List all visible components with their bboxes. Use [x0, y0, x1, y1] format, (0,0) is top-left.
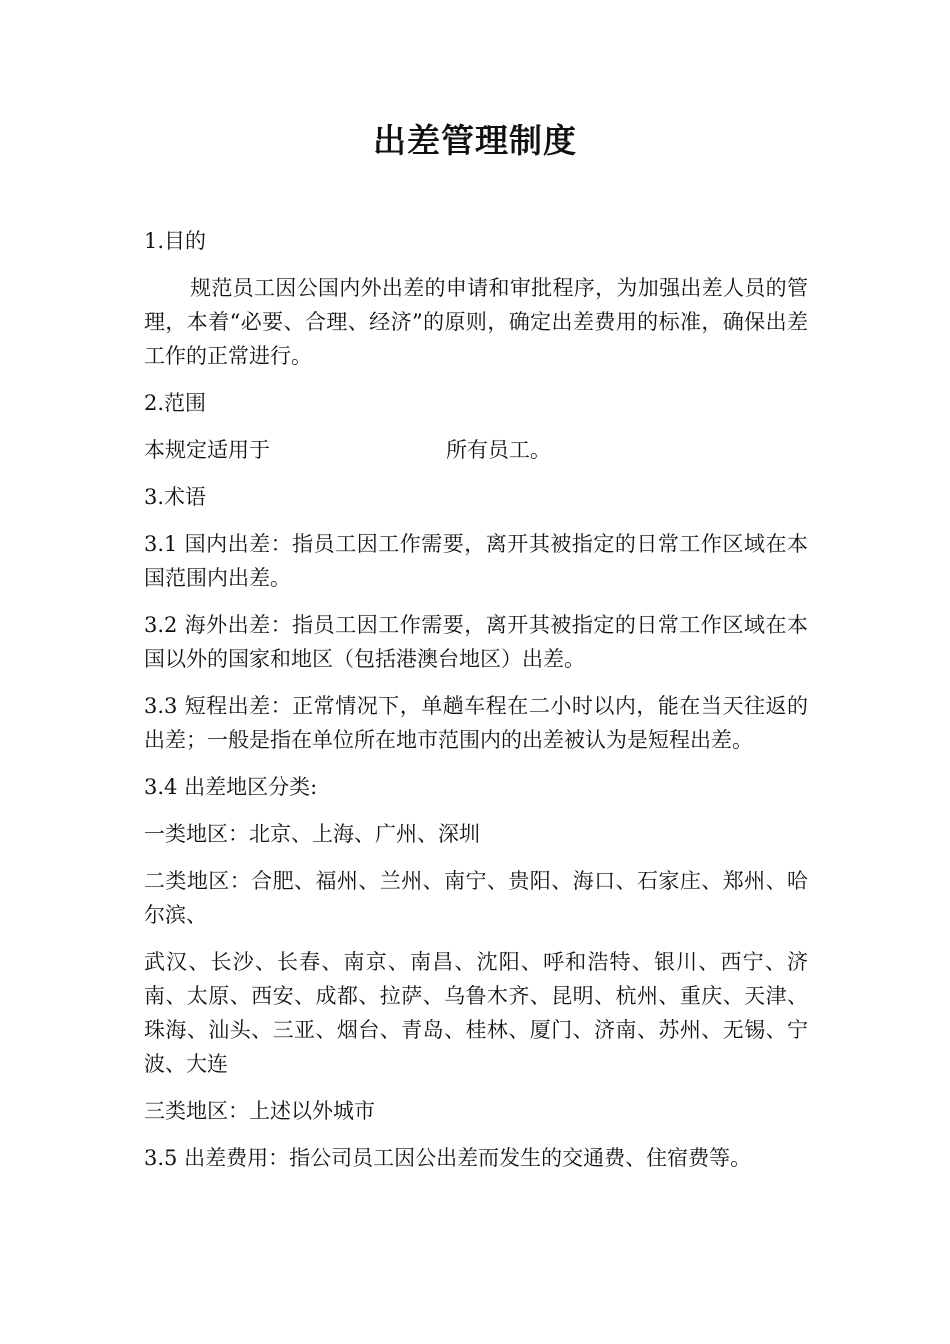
term-short-trip: 3.3 短程出差：正常情况下，单趟车程在二小时以内，能在当天往返的出差；一般是指在单位所在地市范围内的出差被认为是短程出差。	[144, 694, 808, 752]
section-purpose-text: 规范员工因公国内外出差的申请和审批程序，为加强出差人员的管理，本着“必要、合理、经济”的原则，确定出差费用的标准，确保出差工作的正常进行。	[144, 276, 808, 368]
section-scope-text	[144, 433, 808, 467]
region-class-3: 三类地区：上述以外城市	[144, 1099, 375, 1123]
term-travel-expenses: 3.5 出差费用：指公司员工因公出差而发生的交通费、住宿费等。	[144, 1146, 752, 1170]
page-title: 出差管理制度	[373, 121, 577, 160]
section-scope-heading: 2.范围	[144, 391, 207, 415]
region-class-2-continued: 武汉、长沙、长春、南京、南昌、沈阳、呼和浩特、银川、西宁、济南、太原、西安、成都、拉萨、乌鲁木齐、昆明、杭州、重庆、天津、珠海、汕头、三亚、烟台、青岛、桂林、厦门、济南、苏州、无锡、宁波、大连	[144, 950, 808, 1076]
scope-text-end: 所有员工。	[446, 438, 551, 462]
region-class-2: 二类地区：合肥、福州、兰州、南宁、贵阳、海口、石家庄、郑州、哈尔滨、	[144, 869, 808, 927]
region-class-1: 一类地区：北京、上海、广州、深圳	[144, 822, 480, 846]
term-overseas-trip: 3.2 海外出差：指员工因工作需要，离开其被指定的日常工作区域在本国以外的国家和地区（包括港澳台地区）出差。	[144, 613, 808, 671]
document-body	[144, 224, 808, 1188]
term-region-classification: 3.4 出差地区分类:	[144, 775, 318, 799]
scope-text-start: 本规定适用于	[144, 438, 270, 462]
section-terms-heading: 3.术语	[144, 485, 207, 509]
section-purpose-heading: 1.目的	[144, 229, 207, 253]
term-domestic-trip: 3.1 国内出差：指员工因工作需要，离开其被指定的日常工作区域在本国范围内出差。	[144, 532, 808, 590]
